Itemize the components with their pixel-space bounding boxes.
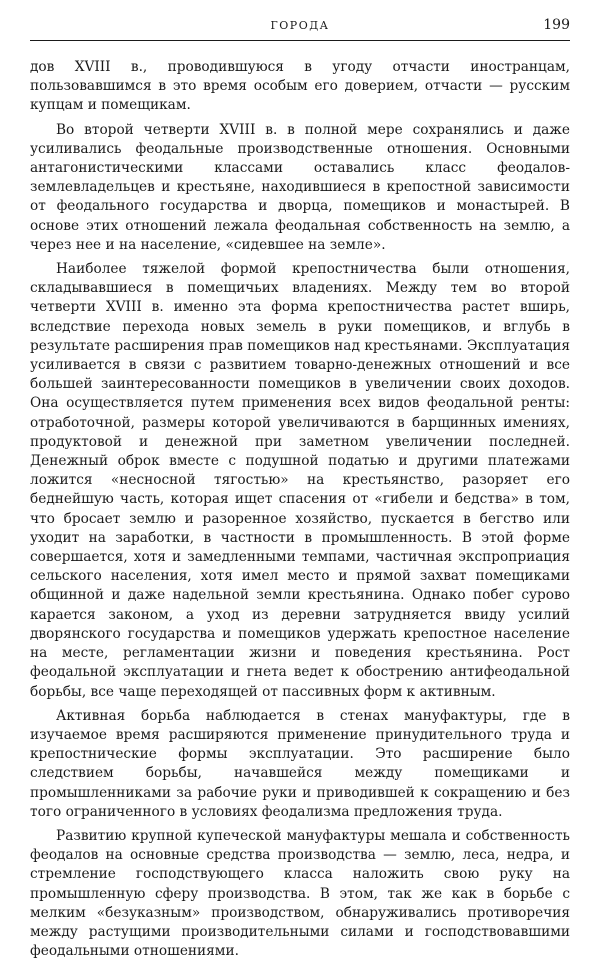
running-title: ГОРОДА [270,19,330,32]
paragraph: дов XVIII в., проводившуюся в угоду отчасти иностранцам, пользовавшимся в это время особым его доверием, отчасти — русским купцам и помещикам. [30,59,570,114]
page-number: 199 [543,17,570,33]
paragraph: Активная борьба наблюдается в стенах мануфактуры, где в изучаемое время расширяются применение принудительного труда и крепостнические формы эксплуатации. Это расширение было следствием борьбы, начавшейся между помещиками и промышленниками за рабочие руки и приводившей к сокращению и без того ограниченного в условиях феодализма предложения труда. [30,707,570,820]
page-header [30,14,570,41]
body-text [30,58,570,966]
paragraph: Развитию крупной купеческой мануфактуры мешала и собственность феодалов на основные средства производства — землю, леса, недра, и стремление господствующего класса наложить свою руку на промышленную сферу производства. В этом, так же как в борьбе с мелким «безуказным» производством, обнаруживались противоречия между растущими производительными силами и господствовавшими феодальными отношениями. [30,827,570,960]
paragraph: Во второй четверти XVIII в. в полной мере сохранялись и даже усиливались феодальные производственные отношения. Основными антагонистическими классами оставались класс феодалов-землевладельцев и крестьяне, находившиеся в крепостной зависимости от феодального государства и дворца, помещиков и монастырей. В основе этих отношений лежала феодальная собственность на землю, а через нее и на население, «сидевшее на земле». [30,121,570,253]
paragraph: Наиболее тяжелой формой крепостничества были отношения, складывавшиеся в помещичьих владениях. Между тем во второй четверти XVIII в. именно эта форма крепостничества растет вширь, вследствие перехода новых земель в руки помещиков, и вглубь в результате расширения прав помещиков над крестьянами. Эксплуатация усиливается в связи с развитием товарно-денежных отношений и все большей заинтересованности помещиков в увеличении своих доходов. Она осуществляется путем применения всех видов феодальной ренты: отработочной, размеры которой увеличиваются в барщинных имениях, продуктовой и денежной при заметном увеличении последней. Денежный оброк вместе с подушной податью и другими платежами ложится «несносной тягостью» на крестьянство, разоряет его беднейшую часть, которая ищет спасения от «гибели и бедства» в том, что бросает землю и разоренное хозяйство, пускается в бегство или уходит на заработки, в частности в промышленность. В этой форме совершается, хотя и замедленными темпами, частичная экспроприация сельского населения, хотя имел место и прямой захват помещиками общинной и даже надельной земли крестьянина. Однако побег сурово карается законом, а уход из деревни затрудняется ввиду усилий дворянского государства и помещиков удержать крепостное население на месте, регламентации жизни и поведения крестьянина. Рост феодальной эксплуатации и гнета ведет к обострению антифеодальной борьбы, все чаще переходящей от пассивных форм к активным. [30,261,570,700]
